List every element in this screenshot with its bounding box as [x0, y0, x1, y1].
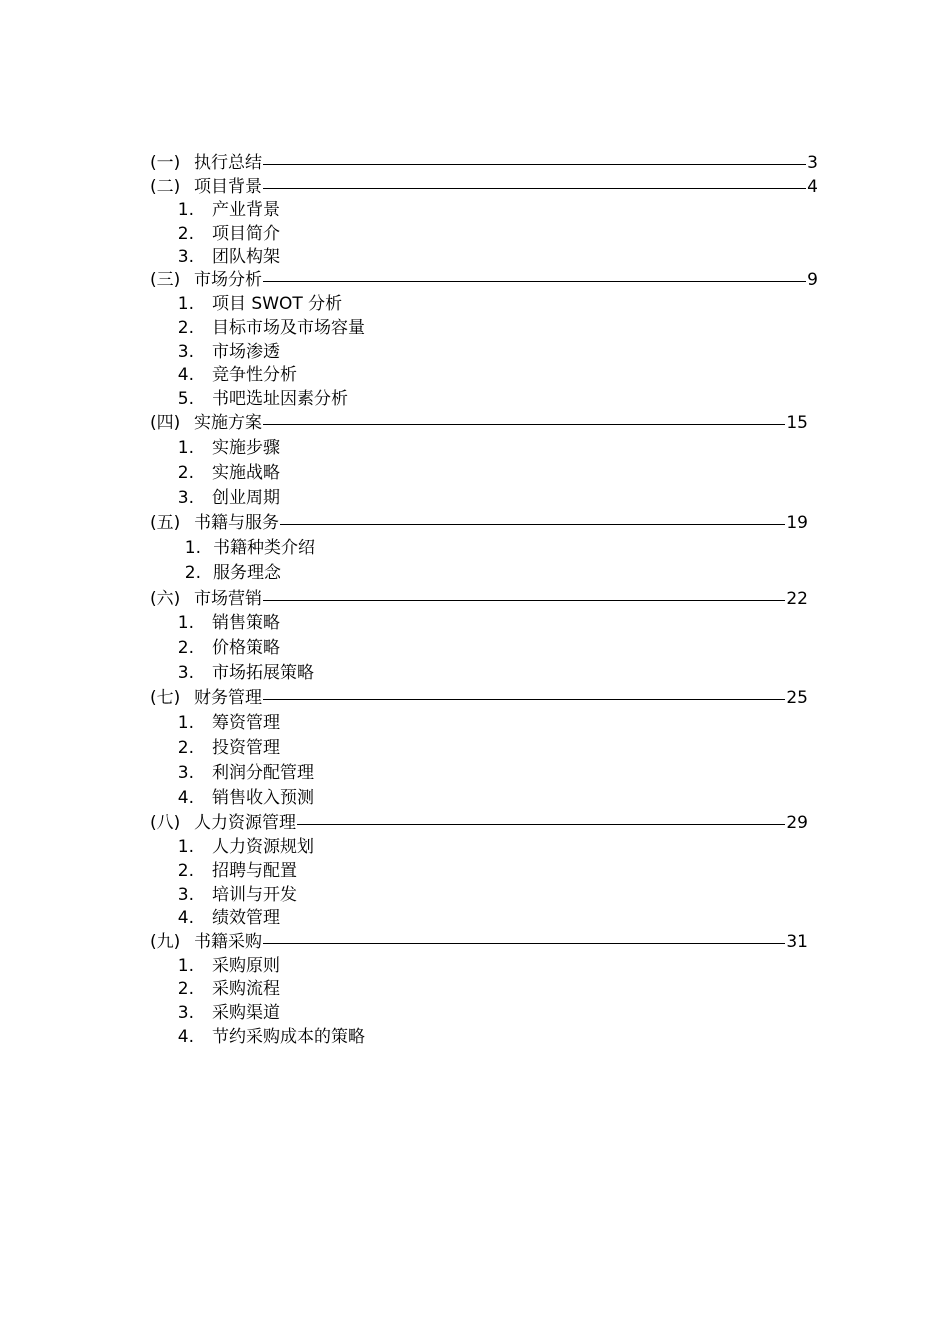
- toc-subitem-title: 目标市场及市场容量: [212, 318, 365, 338]
- toc-subitem[interactable]: [150, 662, 450, 684]
- toc-subitem-number: 1.: [184, 538, 201, 558]
- toc-section-title: 书籍采购: [194, 932, 262, 952]
- toc-subitem-number: 3.: [177, 342, 194, 362]
- toc-subitem-number: 3.: [177, 763, 194, 783]
- toc-subitem[interactable]: [150, 562, 450, 584]
- toc-page-number: 25: [786, 688, 808, 708]
- toc-subitem-number: 1.: [177, 713, 194, 733]
- toc-subitem-number: 2.: [177, 463, 194, 483]
- toc-subitem-title: 人力资源规划: [212, 837, 314, 857]
- toc-section-title: 项目背景: [194, 177, 262, 197]
- toc-subitem-number: 2.: [177, 979, 194, 999]
- toc-subitem-title: 销售策略: [212, 613, 280, 633]
- toc-subitem[interactable]: [150, 737, 450, 759]
- toc-subitem-number: 1.: [177, 837, 194, 857]
- toc-subitem-number: 4.: [177, 1027, 194, 1047]
- toc-subitem-title: 采购原则: [212, 956, 280, 976]
- toc-subitem[interactable]: [150, 341, 450, 363]
- toc-subitem-title: 绩效管理: [212, 908, 280, 928]
- toc-section[interactable]: [150, 931, 808, 953]
- toc-leader-line: [263, 281, 806, 282]
- toc-section-title: 市场营销: [194, 589, 262, 609]
- toc-subitem[interactable]: [150, 1026, 450, 1048]
- toc-section[interactable]: [150, 687, 808, 709]
- toc-section-number: (八): [150, 813, 181, 833]
- toc-subitem[interactable]: [150, 223, 450, 245]
- toc-leader-line: [263, 943, 785, 944]
- toc-section[interactable]: [150, 412, 808, 434]
- toc-subitem[interactable]: [150, 884, 450, 906]
- toc-section-title: 财务管理: [194, 688, 262, 708]
- toc-subitem[interactable]: [150, 612, 450, 634]
- toc-leader-line: [263, 424, 785, 425]
- toc-section-number: (七): [150, 688, 181, 708]
- toc-subitem[interactable]: [150, 246, 450, 268]
- toc-subitem-number: 2.: [184, 563, 201, 583]
- toc-subitem-title: 利润分配管理: [212, 763, 314, 783]
- toc-subitem-number: 3.: [177, 488, 194, 508]
- toc-page-number: 19: [786, 513, 808, 533]
- toc-subitem[interactable]: [150, 462, 450, 484]
- toc-section[interactable]: [150, 152, 818, 174]
- toc-leader-line: [297, 824, 785, 825]
- toc-subitem-title: 创业周期: [212, 488, 280, 508]
- toc-subitem-title: 书籍种类介绍: [213, 538, 315, 558]
- toc-leader-line: [263, 164, 806, 165]
- toc-subitem-title: 筹资管理: [212, 713, 280, 733]
- toc-page-number: 31: [786, 932, 808, 952]
- toc-subitem-title: 项目 SWOT 分析: [212, 294, 343, 314]
- toc-subitem-title: 市场拓展策略: [212, 663, 314, 683]
- toc-page-number: 9: [807, 270, 818, 290]
- toc-subitem-number: 1.: [177, 294, 194, 314]
- toc-subitem-number: 2.: [177, 318, 194, 338]
- toc-subitem[interactable]: [150, 437, 450, 459]
- toc-subitem-number: 2.: [177, 224, 194, 244]
- toc-subitem-number: 1.: [177, 613, 194, 633]
- toc-section-number: (六): [150, 589, 181, 609]
- toc-subitem-number: 1.: [177, 438, 194, 458]
- toc-section-title: 人力资源管理: [194, 813, 296, 833]
- toc-subitem-title: 竞争性分析: [212, 365, 297, 385]
- toc-subitem[interactable]: [150, 388, 450, 410]
- toc-section-title: 实施方案: [194, 413, 262, 433]
- toc-subitem[interactable]: [150, 762, 450, 784]
- toc-subitem[interactable]: [150, 712, 450, 734]
- toc-subitem-title: 投资管理: [212, 738, 280, 758]
- toc-subitem-number: 4.: [177, 365, 194, 385]
- toc-leader-line: [263, 600, 785, 601]
- toc-page-number: 29: [786, 813, 808, 833]
- toc-subitem-number: 2.: [177, 638, 194, 658]
- toc-leader-line: [263, 188, 806, 189]
- toc-subitem-number: 4.: [177, 908, 194, 928]
- toc-subitem-title: 产业背景: [212, 200, 280, 220]
- toc-section-number: (一): [150, 153, 181, 173]
- toc-subitem-title: 市场渗透: [212, 342, 280, 362]
- toc-subitem[interactable]: [150, 293, 450, 315]
- toc-subitem-title: 服务理念: [213, 563, 281, 583]
- toc-subitem[interactable]: [150, 199, 450, 221]
- toc-leader-line: [280, 524, 785, 525]
- toc-section-title: 书籍与服务: [194, 513, 279, 533]
- toc-subitem[interactable]: [150, 364, 450, 386]
- toc-subitem[interactable]: [150, 1002, 450, 1024]
- toc-subitem[interactable]: [150, 637, 450, 659]
- toc-subitem-title: 培训与开发: [212, 885, 297, 905]
- toc-subitem-title: 招聘与配置: [212, 861, 297, 881]
- toc-subitem-title: 实施步骤: [212, 438, 280, 458]
- toc-page-number: 4: [807, 177, 818, 197]
- toc-section[interactable]: [150, 812, 808, 834]
- toc-subitem-number: 2.: [177, 861, 194, 881]
- toc-subitem-number: 5.: [177, 389, 194, 409]
- toc-subitem-number: 3.: [177, 247, 194, 267]
- toc-subitem-title: 团队构架: [212, 247, 280, 267]
- toc-section[interactable]: [150, 176, 818, 198]
- toc-subitem-title: 采购流程: [212, 979, 280, 999]
- toc-subitem-title: 采购渠道: [212, 1003, 280, 1023]
- toc-subitem-title: 实施战略: [212, 463, 280, 483]
- toc-page-number: 3: [807, 153, 818, 173]
- toc-subitem-title: 项目简介: [212, 224, 280, 244]
- toc-subitem[interactable]: [150, 537, 450, 559]
- toc-subitem-number: 1.: [177, 200, 194, 220]
- toc-section[interactable]: [150, 269, 818, 291]
- toc-subitem-number: 1.: [177, 956, 194, 976]
- toc-subitem-number: 3.: [177, 1003, 194, 1023]
- toc-subitem[interactable]: [150, 836, 450, 858]
- toc-section-title: 市场分析: [194, 270, 262, 290]
- toc-subitem[interactable]: [150, 907, 450, 929]
- toc-page-number: 22: [786, 589, 808, 609]
- toc-section-number: (四): [150, 413, 181, 433]
- toc-subitem[interactable]: [150, 787, 450, 809]
- toc-subitem-number: 4.: [177, 788, 194, 808]
- toc-subitem-title: 书吧选址因素分析: [212, 389, 348, 409]
- toc-section-number: (五): [150, 513, 181, 533]
- toc-subitem-title: 销售收入预测: [212, 788, 314, 808]
- toc-section[interactable]: [150, 588, 808, 610]
- toc-subitem-number: 3.: [177, 885, 194, 905]
- toc-section-number: (三): [150, 270, 181, 290]
- toc-subitem-title: 节约采购成本的策略: [212, 1027, 365, 1047]
- toc-section-title: 执行总结: [194, 153, 262, 173]
- toc-section[interactable]: [150, 512, 808, 534]
- toc-subitem[interactable]: [150, 978, 450, 1000]
- toc-section-number: (二): [150, 177, 181, 197]
- toc-subitem[interactable]: [150, 487, 450, 509]
- toc-subitem-number: 3.: [177, 663, 194, 683]
- toc-subitem[interactable]: [150, 317, 450, 339]
- toc-subitem[interactable]: [150, 860, 450, 882]
- toc-section-number: (九): [150, 932, 181, 952]
- toc-subitem[interactable]: [150, 955, 450, 977]
- toc-page-number: 15: [786, 413, 808, 433]
- toc-subitem-number: 2.: [177, 738, 194, 758]
- toc-subitem-title: 价格策略: [212, 638, 280, 658]
- toc-leader-line: [263, 699, 785, 700]
